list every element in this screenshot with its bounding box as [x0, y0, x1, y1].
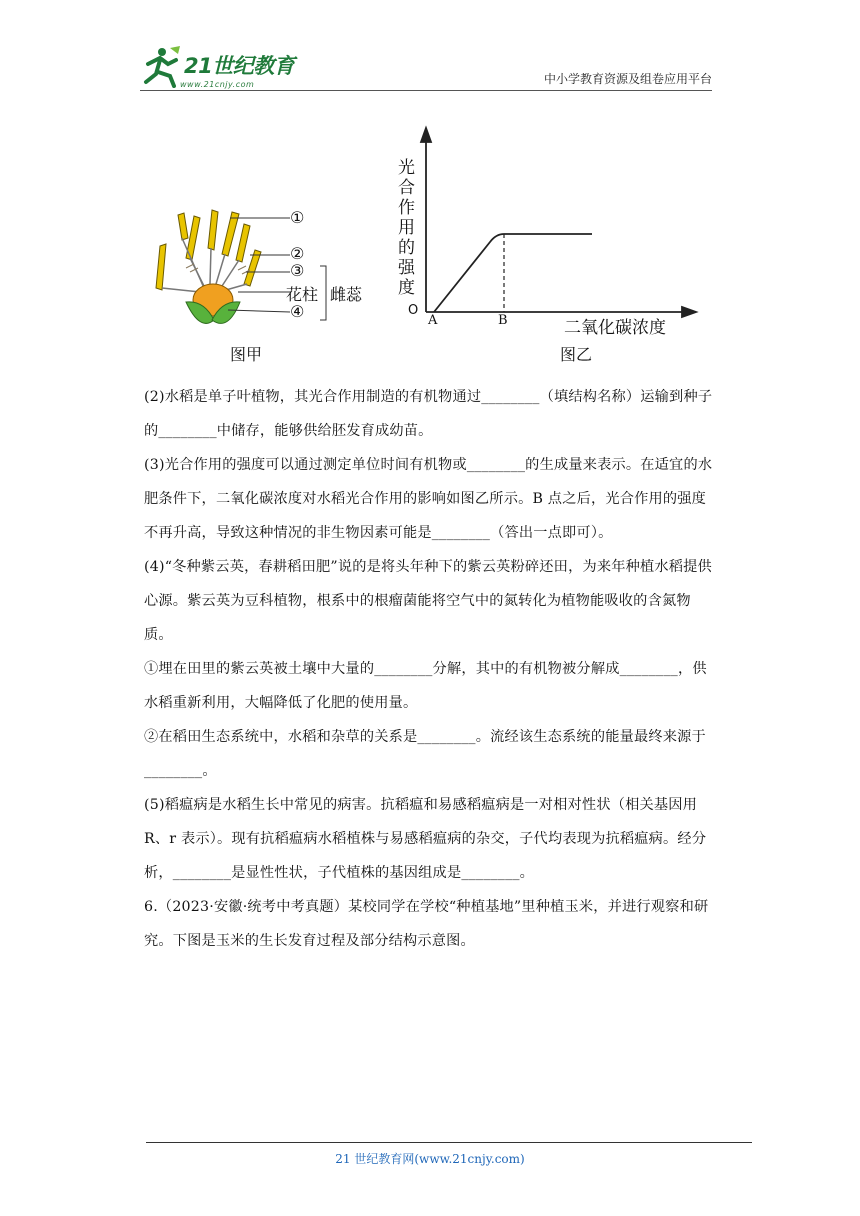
paragraph-q4: (4)“冬种紫云英，春耕稻田肥”说的是将头年种下的紫云英粉碎还田，为来年种植水稻提供心源。紫云英为豆科植物，根系中的根瘤菌能将空气中的氮转化为植物能吸收的含氮物质。: [144, 559, 712, 643]
co2-photosynthesis-chart: [390, 120, 720, 350]
paragraph-q4-2: ②在稻田生态系统中，水稻和杂草的关系是________。流经该生态系统的能量最终来源于________。: [144, 729, 706, 779]
label-circle-1: ①: [290, 208, 305, 227]
site-logo[interactable]: [140, 44, 320, 92]
question-text: [144, 380, 716, 958]
figure-a-caption: 图甲: [230, 345, 263, 364]
chart-origin: O: [408, 303, 419, 318]
paragraph-q3: (3)光合作用的强度可以通过测定单位时间有机物或________的生成量来表示。在适宜的水肥条件下，二氧化碳浓度对水稻光合作用的影响如图乙所示。B 点之后，光合作用的强度不再升高，导致这种情况的非生物因素可能是________（答出一点即可）。: [144, 457, 713, 541]
label-circle-4: ④: [290, 302, 305, 321]
logo-text: 21世纪教育: [184, 54, 295, 78]
footer-link[interactable]: 21 世纪教育网(www.21cnjy.com): [335, 1152, 525, 1166]
label-circle-3: ③: [290, 261, 305, 280]
paragraph-q5: (5)稻瘟病是水稻生长中常见的病害。抗稻瘟和易感稻瘟病是一对相对性状（相关基因用 R、r 表示）。现有抗稻瘟病水稻植株与易感稻瘟病的杂交，子代均表现为抗稻瘟病。经分析，________是显性性状，子代植株的基因组成是________。: [144, 797, 707, 881]
chart-y-label: 光合作用的强度: [398, 158, 415, 298]
point-b-label: B: [498, 313, 508, 328]
flower-diagram: [140, 120, 363, 330]
label-pistil: 雌蕊: [330, 285, 363, 304]
logo-url: www.21cnjy.com: [180, 80, 255, 89]
point-a-label: A: [428, 313, 438, 328]
page-header: [140, 40, 712, 92]
platform-name: 中小学教育资源及组卷应用平台: [543, 72, 712, 86]
paragraph-question-6: 6.（2023·安徽·统考中考真题）某校同学在学校“种植基地”里种植玉米，并进行观察和研究。下图是玉米的生长发育过程及部分结构示意图。: [144, 899, 709, 949]
figure-area: [140, 120, 720, 370]
paragraph-q2: (2)水稻是单子叶植物，其光合作用制造的有机物通过________（填结构名称）运输到种子的________中储存，能够供给胚发育成幼苗。: [144, 389, 713, 439]
footer-divider: [146, 1142, 752, 1143]
label-circle-2: ②: [290, 244, 305, 263]
label-style: 花柱: [286, 285, 319, 304]
runner-logo-icon: [140, 44, 184, 88]
paragraph-q4-1: ①埋在田里的紫云英被土壤中大量的________分解，其中的有机物被分解成________，供水稻重新利用，大幅降低了化肥的使用量。: [144, 661, 707, 711]
header-divider: [140, 90, 712, 91]
chart-x-label: 二氧化碳浓度: [564, 318, 666, 338]
figure-b-caption: 图乙: [560, 345, 593, 364]
